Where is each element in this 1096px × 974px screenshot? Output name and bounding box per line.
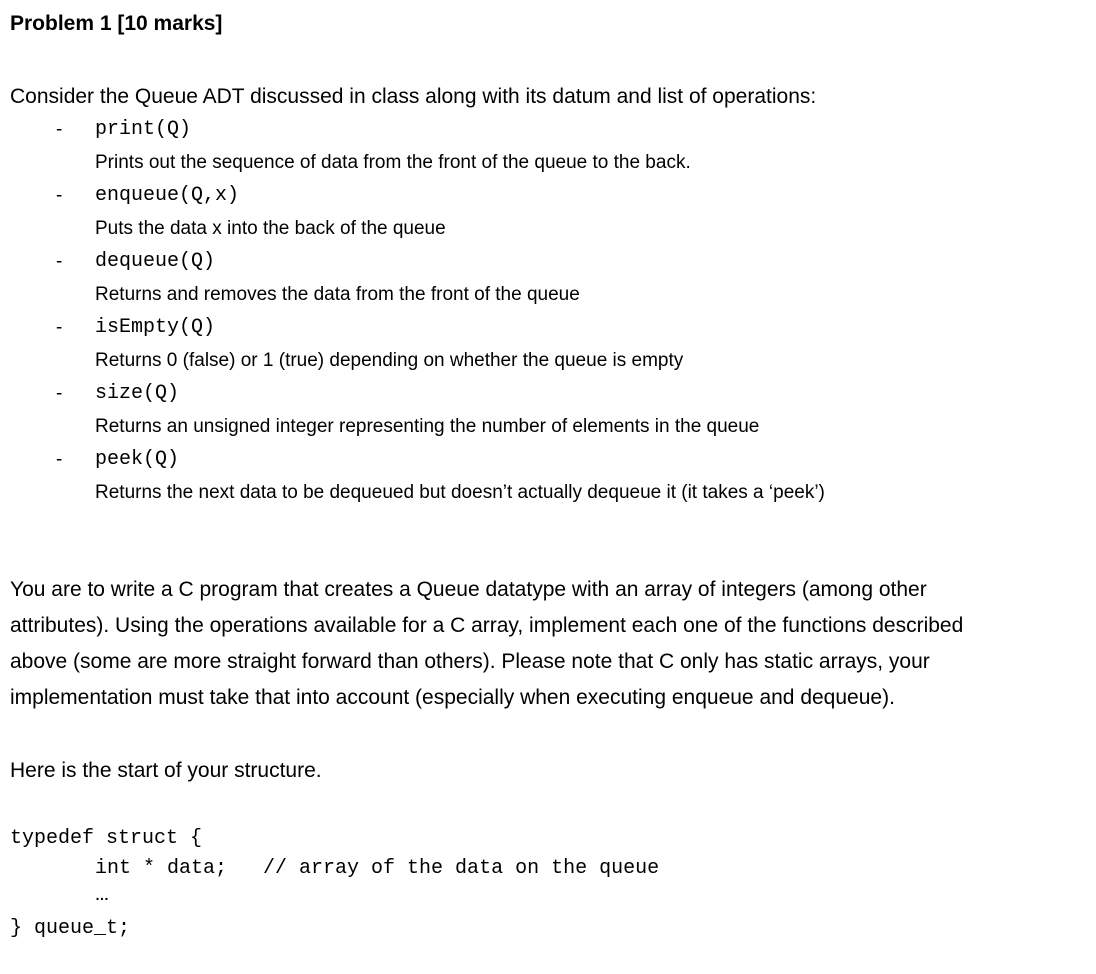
operation-signature: isEmpty(Q) [95,316,216,339]
operation-item [0,246,1096,312]
operation-description: Puts the data x into the back of the queue [95,218,446,239]
paragraph-line: above (some are more straight forward than others). Please note that C only has static arrays, your [10,650,930,673]
code-ellipsis: … [95,887,109,903]
operation-description: Returns an unsigned integer representing the number of elements in the queue [95,416,760,437]
operation-item [0,444,1096,510]
operation-signature: peek(Q) [95,448,180,471]
bullet-dash: - [56,119,63,140]
problem-title: Problem 1 [10 marks] [10,12,223,35]
structure-intro: Here is the start of your structure. [10,759,322,782]
paragraph-line: attributes). Using the operations available for a C array, implement each one of the functions described [10,614,964,637]
operation-item [0,312,1096,378]
paragraph-line: implementation must take that into account (especially when executing enqueue and dequeue). [10,686,895,709]
operation-signature: size(Q) [95,382,180,405]
operations-list [0,114,1096,510]
operation-signature: print(Q) [95,118,192,141]
operation-description: Prints out the sequence of data from the front of the queue to the back. [95,152,691,173]
operation-signature: enqueue(Q,x) [95,184,240,207]
code-line: } queue_t; [10,917,131,940]
bullet-dash: - [56,449,63,470]
code-line: int * data; // array of the data on the queue [95,857,660,880]
operation-signature: dequeue(Q) [95,250,216,273]
operation-description: Returns and removes the data from the front of the queue [95,284,580,305]
bullet-dash: - [56,251,63,272]
operation-description: Returns 0 (false) or 1 (true) depending on whether the queue is empty [95,350,684,371]
bullet-dash: - [56,383,63,404]
operation-item [0,114,1096,180]
instructions-paragraph [10,572,1090,716]
paragraph-line: You are to write a C program that creates a Queue datatype with an array of integers (among other [10,578,927,601]
bullet-dash: - [56,317,63,338]
operation-description: Returns the next data to be dequeued but doesn’t actually dequeue it (it takes a ‘peek’) [95,482,825,503]
operation-item [0,378,1096,444]
operation-item [0,180,1096,246]
bullet-dash: - [56,185,63,206]
code-block [10,824,660,974]
code-line: typedef struct { [10,827,203,850]
intro-text: Consider the Queue ADT discussed in class along with its datum and list of operations: [10,85,817,108]
